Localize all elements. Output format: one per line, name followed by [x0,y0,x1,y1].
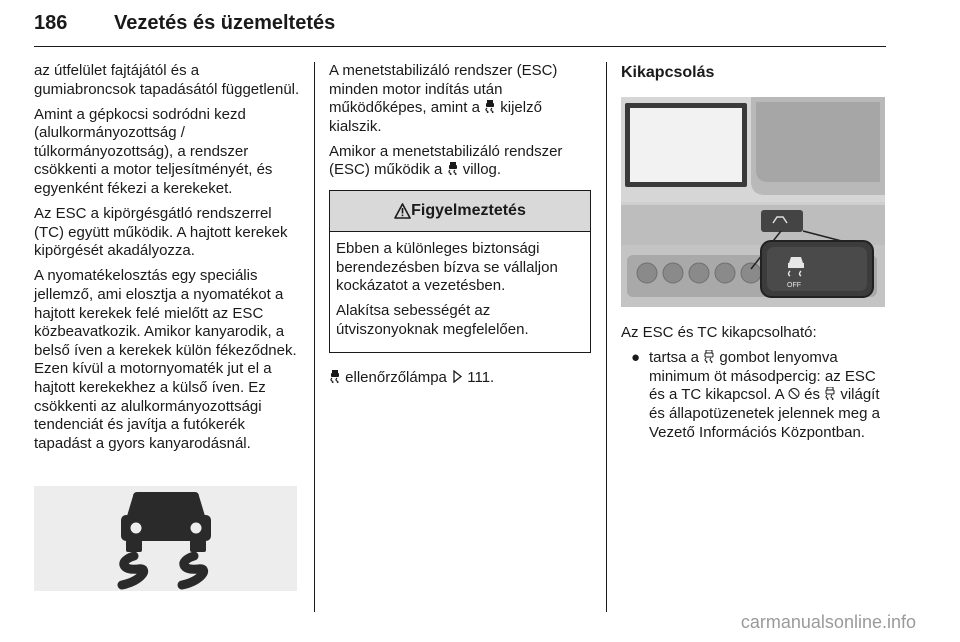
esc-indicator-icon [484,100,496,113]
warning-box [329,190,591,353]
paragraph: A menetstabilizáló rendszer (ESC) minden motor indítás után működőképes, amint a kijelző kialszik. [329,62,558,135]
paragraph: A nyomatékelosztás egy speciális jellemző, ami elosztja a nyomatékot a hajtott kerekek felé mielőtt az ESC közbeavatkozik. Amikor kanyarodik, a belső íven a kerekek külön fékeződnek. Ezen kívül a motornyomaték jut el a hajtott kerekekhez a külső íven. Ez csökkenti az alulkormányozottsági tendenciát és javítja a futókerék tapadást a gyors kanyarodásnál. [34,267,297,452]
button-off-label: OFF [787,281,801,289]
page-header [34,8,886,48]
column-left [34,62,302,460]
paragraph: Az ESC és TC kikapcsolható: [621,324,817,342]
page-number: 186 [34,12,68,34]
page-reference-arrow-icon [451,370,463,383]
paragraph: Az ESC a kipörgésgátló rendszerrel (TC) együtt működik. A hajtott kerekek kipörgését akadályozza. [34,205,288,260]
esc-indicator-icon [447,162,459,175]
warning-title: Figyelmeztetés [411,201,526,219]
column-middle [329,62,591,394]
paragraph: Alakítsa sebességét az útviszonyoknak megfelelően. [336,302,529,338]
column-right [621,62,887,449]
paragraph: Amint a gépkocsi sodródni kezd (alulkormányozottság / túlkormányozottság), a rendszer csökkenti a motor teljesítményét, és egyenként fékezi a kerekeket. [34,105,273,198]
watermark: carmanualsonline.info [740,612,916,632]
warning-header [330,191,590,232]
column-divider [606,62,607,612]
paragraph: Ebben a különleges biztonsági berendezésben bízva se vállaljon kockázatot a vezetésben. [336,240,558,295]
esc-skid-car-icon [34,486,297,591]
esc-off-indicator-icon [824,387,836,400]
header-rule [34,46,886,47]
warning-triangle-icon [394,203,411,219]
column-divider [314,62,315,612]
section-heading: Kikapcsolás [621,64,715,81]
esc-off-button-photo [621,97,885,307]
esc-indicator-icon [329,370,341,383]
paragraph: az útfelület fajtájától és a gumiabroncsok tapadásától függetlenül. [34,62,300,98]
bullet-marker: ● [631,349,641,367]
chapter-title: Vezetés és üzemeltetés [114,12,336,34]
paragraph: Amikor a menetstabilizáló rendszer (ESC) működik a villog. [329,142,563,179]
warning-body [330,232,590,352]
esc-symbol-figure [34,486,297,591]
tc-off-indicator-icon [788,387,800,400]
esc-off-button-icon [703,350,715,363]
list-item: ● tartsa a gombot lenyomva minimum öt másodpercig: az ESC és a TC kikapcsol. A és világít és állapotüzenetek jelennek meg a Vezető Információs Központban. [631,349,880,441]
cross-reference: ellenőrzőlámpa 111. [329,369,591,388]
